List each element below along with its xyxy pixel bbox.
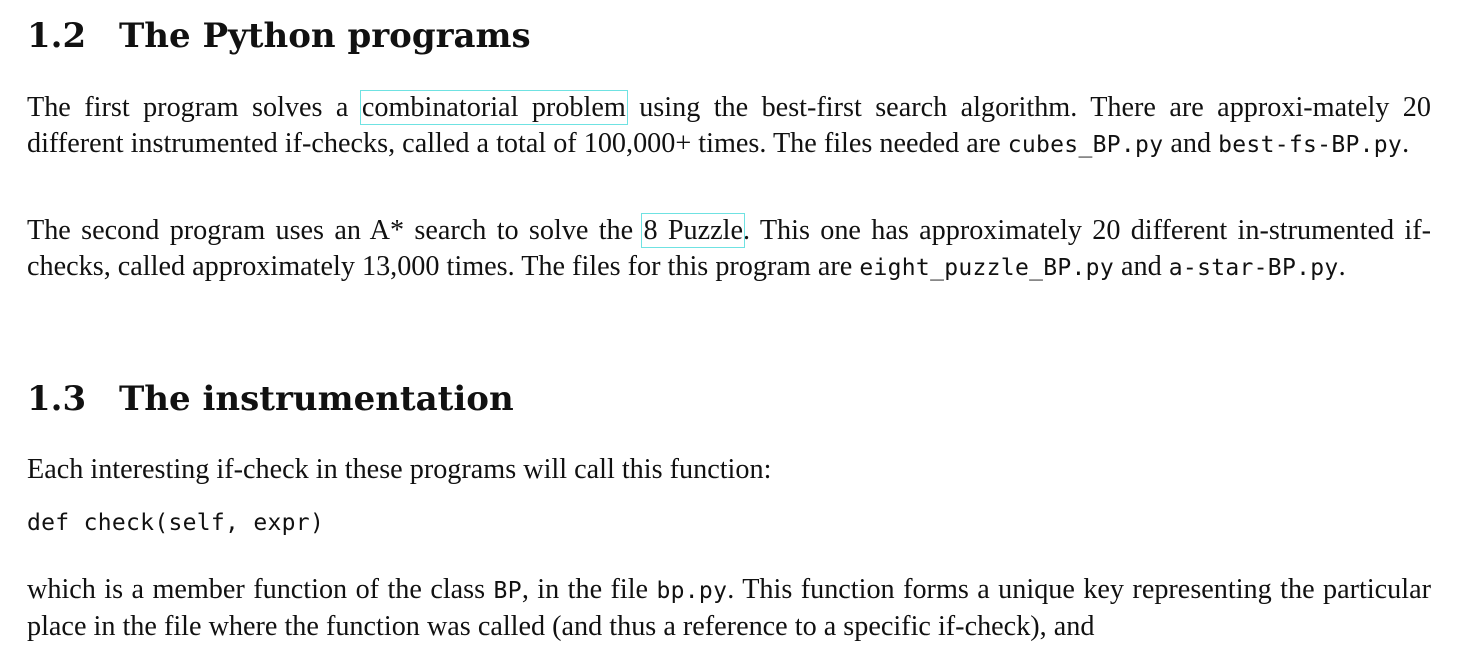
paragraph-check-function (27, 572, 1431, 645)
filename-bp: bp.py (656, 578, 728, 604)
section-title: The Python programs (119, 16, 531, 56)
filename-eight-puzzle: eight_puzzle_BP.py (859, 255, 1114, 281)
section-heading-1-2 (27, 16, 531, 56)
section-number: 1.3 (27, 379, 87, 419)
text-run: and (1163, 128, 1219, 159)
class-name-bp: BP (493, 578, 522, 604)
code-snippet: def check(self, expr) (27, 510, 325, 536)
text-run: , in the file (521, 574, 657, 605)
section-title: The instrumentation (119, 379, 514, 419)
text-run: The second program uses an A* search to solve the (27, 215, 644, 246)
section-number: 1.2 (27, 16, 87, 56)
combinatorial-problem-link[interactable]: combinatorial problem (361, 92, 626, 123)
paragraph-first-program (27, 90, 1431, 163)
filename-cubes: cubes_BP.py (1007, 132, 1164, 158)
text-run: . (1338, 251, 1346, 282)
filename-a-star: a-star-BP.py (1168, 255, 1339, 281)
filename-best-fs: best-fs-BP.py (1218, 132, 1403, 158)
text-run: using the best-first search algorithm. There are approxi-mately 20 different instrumented if-checks, called a total of 100,000+ times. The files needed are (27, 92, 1431, 159)
8-puzzle-link[interactable]: 8 Puzzle (643, 215, 743, 246)
text-run: The first program solves a (27, 92, 362, 123)
text-run: Each interesting if-check in these programs will call this function: (27, 454, 772, 485)
text-run: . This function forms a unique key representing the particular place in the file where the function was called (and thus a reference to a specific if-check), and (27, 574, 1432, 642)
paragraph-instrumentation-intro (27, 452, 1431, 488)
section-heading-1-3 (27, 379, 514, 419)
paragraph-second-program (27, 213, 1431, 286)
text-run: and (1113, 251, 1169, 282)
text-run: . This one has approximately 20 different in-strumented if-checks, called approximately 13,000 times. The files for this program are (27, 215, 1431, 282)
text-run: which is a member function of the class (27, 574, 494, 605)
text-run: . (1402, 128, 1410, 159)
